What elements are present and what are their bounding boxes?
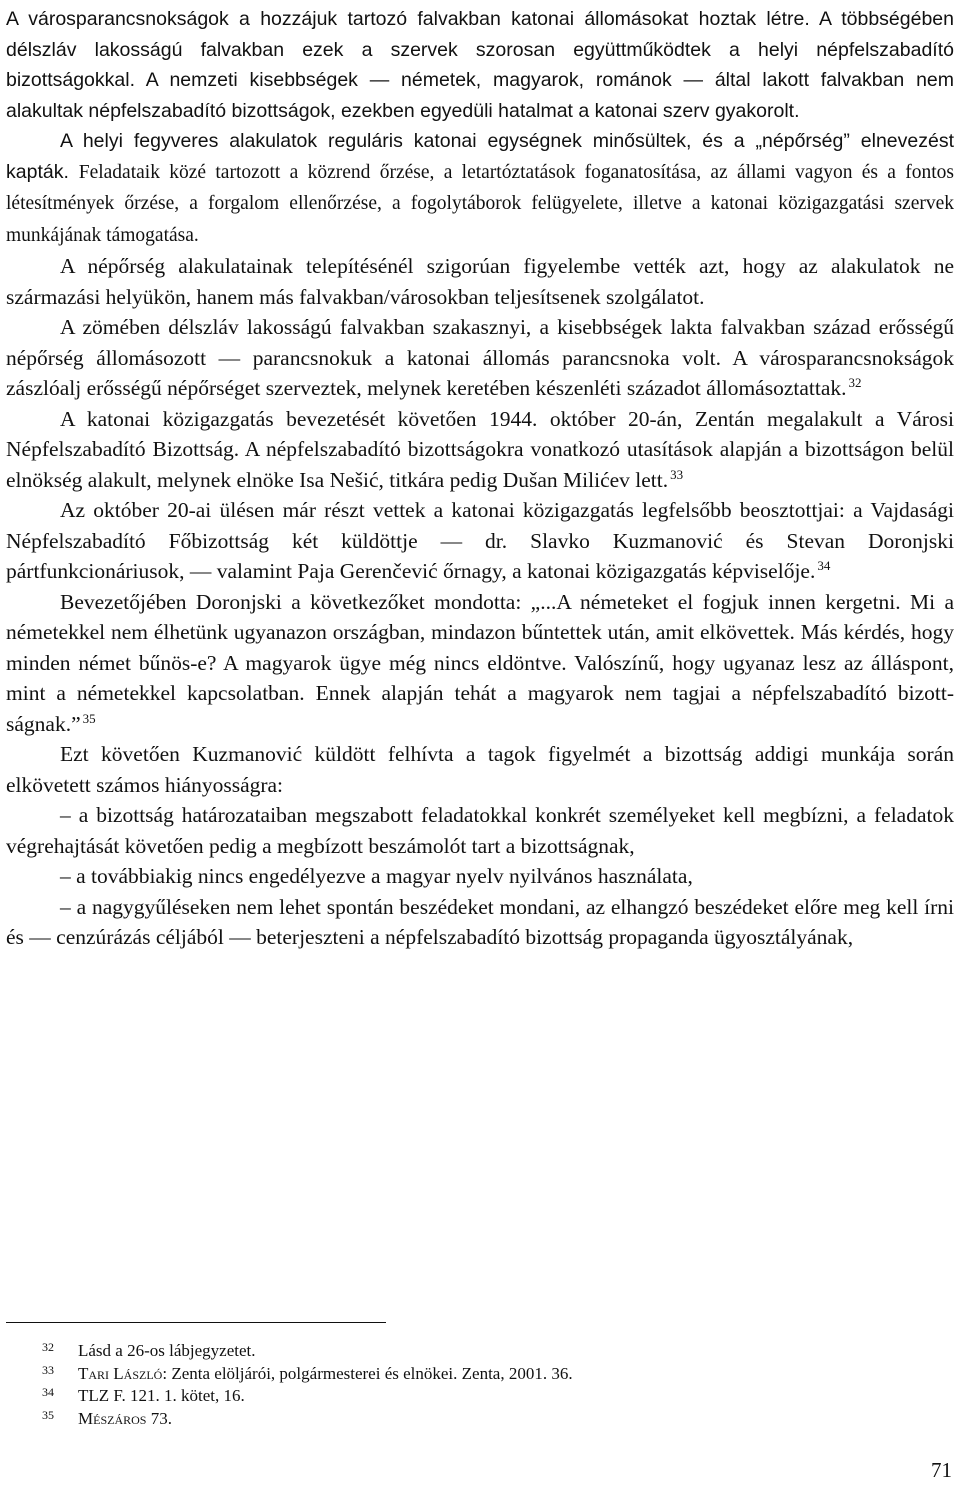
- paragraph-7-text: Bevezetőjében Doronjski a következőket mondotta: „...A németeket el fogjuk innen kergetni. Mi a németekkel nem élhetünk ugyanazon országban, mindazon bűntettek után, amit elkövettek. Más kérdés, hogy minden német bűnös-e? A magyarok ügye még nincs eldöntve. Valószínű, hogy ugyanaz lesz az álláspont, mint a németekkel kapcsolatban. Ennek alapján tehát a magyarok nem tagjai a népfelszabadító bizottságnak.”: [6, 589, 954, 736]
- footnote-ref-33[interactable]: 33: [670, 466, 684, 482]
- paragraph-5-text: A katonai közigazgatás bevezetését követően 1944. október 20-án, Zentán megalakult a Városi Népfelszabadító Bizottság. A népfelszabadító bizottságokra vonatkozó utasítások alapján a bizottságon belül elnökség alakult, melynek elnöke Isa Nešić, titkára pedig Dušan Milićev lett.: [6, 406, 954, 492]
- footnote-number: 35: [42, 1407, 54, 1422]
- footnote-divider: [6, 1322, 386, 1323]
- footnote-text: TLZ F. 121. 1. kötet, 16.: [78, 1386, 245, 1405]
- paragraph-4: [6, 312, 954, 404]
- list-item-2: – a továbbiakig nincs engedélyezve a magyar nyelv nyilvános használata,: [60, 864, 693, 888]
- footnote-ref-34[interactable]: 34: [817, 558, 831, 573]
- footnote-35: [42, 1408, 922, 1431]
- footnote-author: Mészáros: [78, 1408, 147, 1428]
- page-body: [6, 4, 954, 953]
- footnotes: [42, 1340, 922, 1430]
- paragraph-7: [6, 587, 954, 740]
- footnote-34: [42, 1385, 922, 1408]
- paragraph-1: A városparancsnokságok a hozzájuk tartozó falvakban katonai állomásokat hoztak létre. A többségében délszláv lakosságú falvakban ezek a szervek szorosan együttműködtek a helyi népfelszabadító bizottságokkal. A nemzeti kisebbségek — németek, magyarok, románok — által lakott falvakban nem alakultak népfelszabadító bizottságok, ezekben egyedüli hatalmat a katonai szerv gyakorolt.: [6, 8, 954, 122]
- paragraph-6-text: Az október 20-ai ülésen már részt vettek a katonai közigazgatás legfelsőbb beosztottjai: a Vajdasági Népfelszabadító Főbizottság két küldöttje — dr. Slavko Kuzmanović és Stevan Doronjski pártfunkcionáriusok, — valamint Paja Gerenčević őrnagy, a katonai közigazgatás képviselője.: [6, 498, 954, 583]
- footnote-text: : Zenta elöljárói, polgármesterei és elnökei. Zenta, 2001. 36.: [162, 1363, 573, 1383]
- paragraph-5: [6, 404, 954, 496]
- paragraph-2-a: A helyi fegyveres alakulatok reguláris katonai egységnek minősültek, és a „népőrség” elnevezést kapták.: [6, 130, 954, 183]
- footnote-author: Tari László: [78, 1363, 163, 1383]
- paragraph-3: A népőrség alakulatainak telepítésénél szigorúan figyelembe vették azt, hogy az alakulatok ne származási helyükön, hanem más falvakban/városokban teljesítsenek szolgálatot.: [6, 254, 954, 309]
- footnote-ref-32[interactable]: 32: [848, 375, 862, 390]
- paragraph-2-b: Feladataik közé tartozott a közrend őrzése, a letartóztatások foganatosítása, az állami vagyon és a fontos létesítmények őrzése, a forgalom ellenőrzése, a fogolytáborok felügyelete, illetve a katonai közigazgatási szervek munkájának támogatása.: [6, 161, 955, 246]
- paragraph-4-text: A zömében délszláv lakosságú falvakban szakasznyi, a kisebbségek lakta falvakban század erősségű népőrség állomásozott — parancsnokuk a katonai állomás parancsnoka volt. A városparancsnokságok zászlóalj erősségű népőrséget szerveztek, melynek keretében készenléti századot állomásoztattak.: [6, 315, 954, 400]
- footnote-33: [42, 1363, 922, 1386]
- footnote-text: Lásd a 26-os lábjegyzetet.: [78, 1341, 256, 1360]
- paragraph-6: [6, 495, 954, 587]
- page-number: 71: [931, 1458, 952, 1482]
- footnote-32: [42, 1340, 922, 1363]
- footnote-number: 33: [42, 1362, 54, 1377]
- footnote-ref-35[interactable]: 35: [82, 710, 96, 726]
- footnote-text: 73.: [146, 1408, 172, 1428]
- list-item-3: – a nagygyűléseken nem lehet spontán beszédeket mondani, az elhangzó beszédeket előre meg kell írni és — cenzúrázás céljából — beterjeszteni a népfelszabadító bizottság propaganda ügyosztályának,: [6, 894, 954, 949]
- paragraph-8: Ezt követően Kuzmanović küldött felhívta a tagok figyelmét a bizottság addigi munkája során elkövetett számos hiányosságra:: [6, 742, 954, 797]
- paragraph-2: [6, 126, 954, 251]
- list-item-1: – a bizottság határozataiban megszabott feladatokkal konkrét személyeket kell megbízni, a feladatok végrehajtását követően pedig a megbízott beszámolót tart a bizottságnak,: [6, 803, 954, 858]
- footnote-number: 32: [42, 1340, 54, 1354]
- footnote-number: 34: [42, 1385, 54, 1399]
